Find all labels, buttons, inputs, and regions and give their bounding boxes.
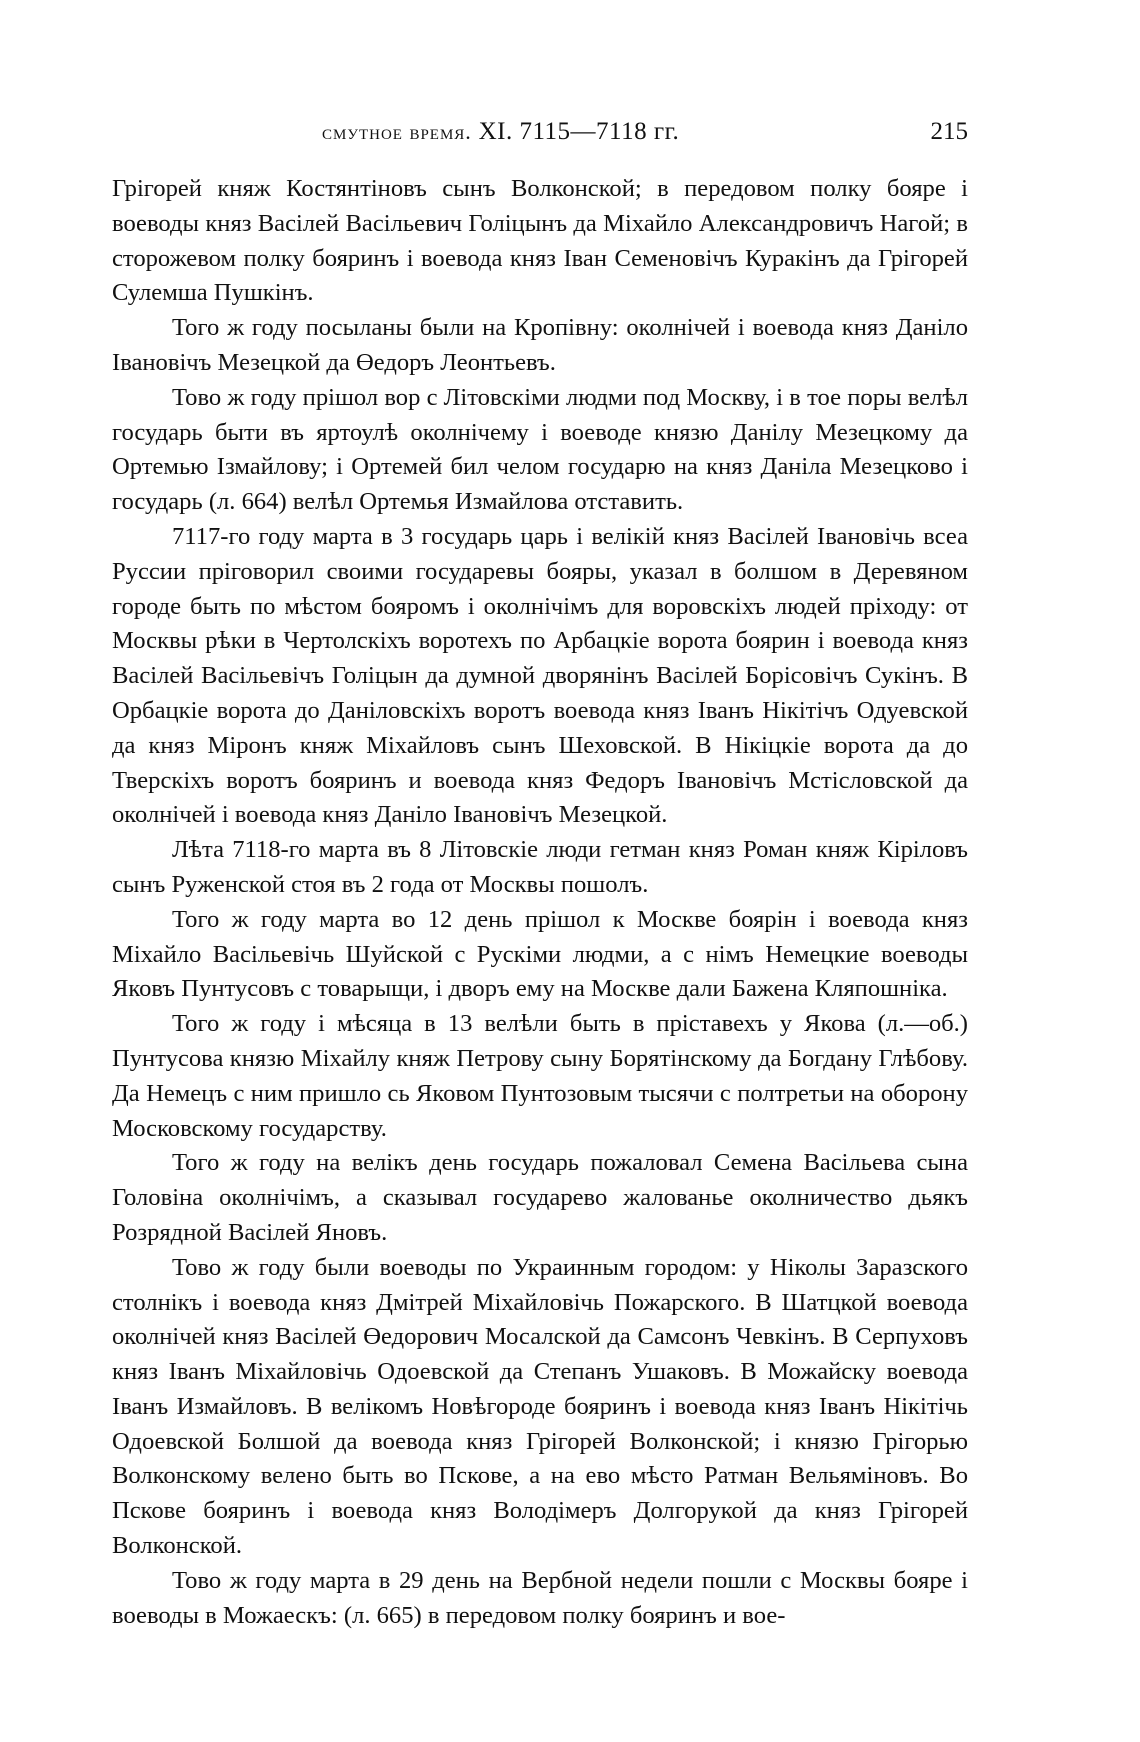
paragraph-8: Того ж году на велікъ день государь пожаловал Семена Васільева сына Головіна околнічімъ, а сказывал государево жалованье околничество дьякъ Розрядной Васілей Яновъ.	[112, 1149, 968, 1246]
running-head	[322, 118, 679, 146]
paragraph-3: Тово ж году прішол вор с Літовскіми людми под Москву, і в тое поры велѣл государь быти въ яртоулѣ околнічему і воеводе князю Данілу Мезецкому да Ортемью Ізмайлову; і Ортемей бил челом государю на княз Даніла Мезецково і государь (л. 664) велѣл Ортемья Измайлова отставить.	[112, 383, 968, 516]
chapter-range: XI. 7115—7118 гг.	[478, 118, 680, 145]
page-number: 215	[930, 118, 968, 145]
paragraph-2: Того ж году посыланы были на Кропівну: околнічей і воевода княз Даніло Івановічъ Мезецкой да Өедоръ Леонтьевъ.	[112, 314, 968, 376]
section-title: смутное время.	[322, 119, 472, 144]
paragraph-4: 7117-го году марта в 3 государь царь і велікій княз Васілей Івановічь всеа Руссии пріговорил своими государевы бояры, указал в болшом в Деревяном городе быть по мѣстом бояромъ і околнічімъ для воровскіхъ людей пріходу: от Москвы рѣки в Чертолскіхъ воротехъ по Арбацкіе ворота боярин і воевода княз Васілей Васільевічъ Голіцын да думной дворянінъ Васілей Борісовічъ Сукінъ. В Орбацкіе ворота до Даніловскіхъ воротъ воевода княз Іванъ Нікітічъ Одуевской да княз Міронъ княж Міхайловъ сынъ Шеховской. В Нікіцкіе ворота да до Тверскіхъ воротъ бояринъ и воевода княз Федоръ Івановічъ Мстісловской да околнічей і воевода княз Даніло Івановічъ Мезецкой.	[112, 522, 968, 829]
body-text	[112, 172, 968, 1633]
document-page	[112, 110, 968, 1633]
paragraph-7: Того ж году і мѣсяца в 13 велѣли быть в пріставехъ у Якова (л.—об.) Пунтусова князю Міхайлу княж Петрову сыну Борятінскому да Богдану Глѣбову. Да Немецъ с ним пришло сь Яковом Пунтозовым тысячи с полтретьи на оборону Московскому государству.	[112, 1010, 968, 1142]
paragraph-5: Лѣта 7118-го марта въ 8 Літовскіе люди гетман княз Роман княж Кіріловъ сынъ Руженской стоя въ 2 года от Москвы пошолъ.	[112, 836, 968, 898]
paragraph-9: Тово ж году были воеводы по Украинным городом: у Ніколы Заразского столнікъ і воевода княз Дмітрей Міхайловічь Пожарского. В Шатцкой воевода околнічей княз Васілей Өедорович Мосалской да Самсонъ Чевкінъ. В Серпуховъ княз Іванъ Міхайловічь Одоевской да Степанъ Ушаковъ. В Можайску воевода Іванъ Измайловъ. В велікомъ Новѣгороде бояринъ і воевода княз Іванъ Нікітічь Одоевской Болшой да воевода княз Грігорей Волконской; і князю Грігорью Волконскому велено быть во Пскове, а на ево мѣсто Ратман Вельяміновъ. Во Пскове бояринъ і воевода княз Володімеръ Долгорукой да княз Грігорей Волконской.	[112, 1253, 968, 1560]
paragraph-1: Грігорей княж Костянтіновъ сынъ Волконской; в передовом полку бояре і воеводы княз Васілей Васільевич Голіцынъ да Міхайло Александровичъ Нагой; в сторожевом полку бояринъ і воевода княз Іван Семеновічъ Куракінъ да Грігорей Сулемша Пушкінъ.	[112, 175, 968, 307]
page-header	[112, 110, 968, 150]
paragraph-10: Тово ж году марта в 29 день на Вербной недели пошли с Москвы бояре і воеводы в Можаескъ: (л. 665) в передовом полку бояринъ и вое-	[112, 1566, 968, 1629]
paragraph-6: Того ж году марта во 12 день прішол к Москве боярін і воевода княз Міхайло Васільевічь Шуйской с Рускіми людми, а с німъ Немецкие воеводы Яковъ Пунтусовъ с товарыщи, і дворъ ему на Москве дали Бажена Кляпошніка.	[112, 905, 968, 1003]
